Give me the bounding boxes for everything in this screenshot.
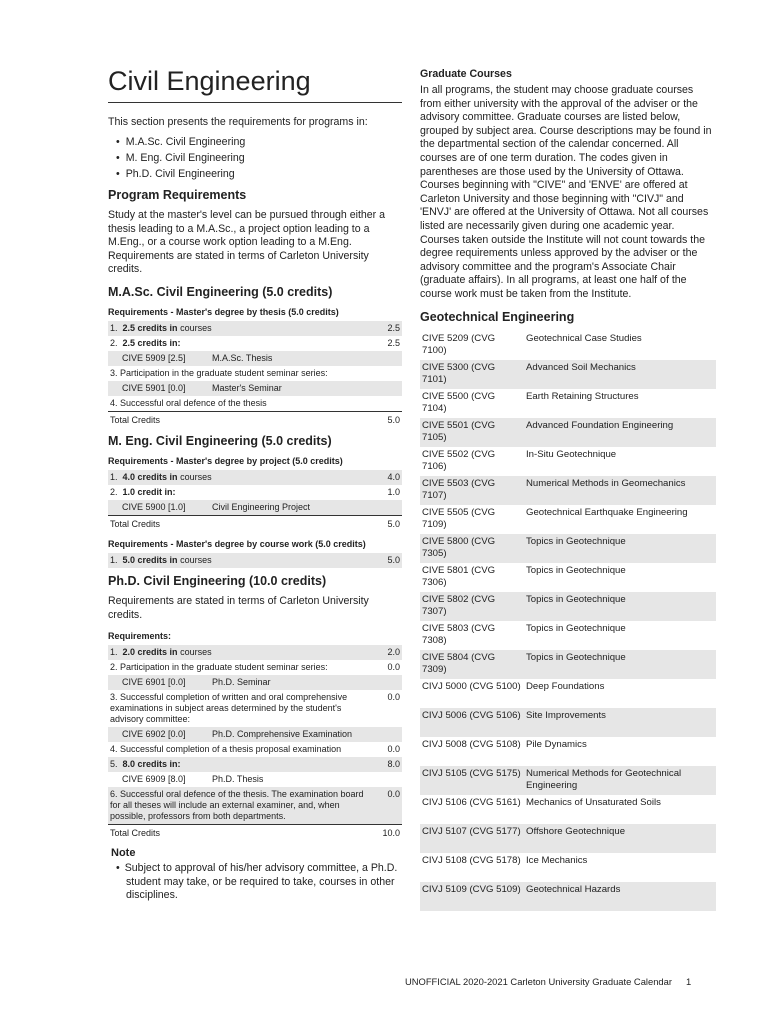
course-name: Deep Foundations (526, 680, 605, 692)
course-code: CIVE 6901 [0.0] (122, 677, 186, 688)
course-code: CIVE 5900 [1.0] (122, 501, 186, 512)
total-label: Total Credits (108, 411, 376, 428)
course-code: CIVE 6909 [8.0] (122, 774, 186, 785)
geotechnical-heading: Geotechnical Engineering (420, 309, 575, 324)
course-code: CIVE 5801 (CVG 7306) (422, 564, 496, 588)
course-name: Topics in Geotechnique (524, 650, 716, 679)
course-code: CIVJ 5000 (CVG 5100) (422, 680, 521, 692)
course-code: CIVE 6902 [0.0] (122, 729, 186, 740)
table-row (108, 727, 402, 742)
course-row (420, 331, 716, 360)
course-row (420, 360, 716, 389)
table-row (108, 675, 402, 690)
row-bold: 8.0 credits in: (122, 759, 181, 770)
course-code: CIVJ 5108 (CVG 5178) (422, 854, 521, 866)
course-code: CIVJ 5006 (CVG 5106) (420, 708, 524, 737)
row-credits: 1.0 (387, 486, 400, 497)
program-list (108, 134, 402, 182)
course-name: Geotechnical Case Studies (526, 332, 642, 344)
row-text: courses (177, 647, 212, 658)
total-row (108, 411, 402, 428)
course-name: Offshore Geotechnique (524, 824, 716, 853)
meng-coursework-heading: Requirements - Master's degree by course work (5.0 credits) (108, 538, 366, 549)
program-list-item: • Ph.D. Civil Engineering (116, 166, 402, 182)
table-row (108, 645, 402, 660)
course-code: CIVE 5503 (CVG 7107) (420, 476, 524, 505)
course-code: CIVE 5800 (CVG 7305) (420, 534, 524, 563)
course-name: Earth Retaining Structures (526, 390, 639, 402)
row-number: 2. (110, 486, 118, 497)
course-code: CIVE 5901 [0.0] (122, 382, 186, 393)
note-heading: Note (111, 847, 136, 860)
row-bold: 5.0 credits in (122, 554, 178, 565)
page-number: 1 (685, 976, 692, 987)
row-credits: 2.5 (387, 337, 400, 348)
row-credits: 0.0 (376, 787, 402, 825)
course-row (420, 824, 716, 853)
course-row (420, 447, 716, 476)
table-row (108, 500, 402, 516)
table-row (108, 690, 402, 727)
page-footer (405, 976, 691, 987)
row-number: 2. (110, 337, 118, 348)
table-row (108, 660, 402, 675)
course-code: CIVE 5505 (CVG 7109) (422, 506, 496, 530)
row-bold: 2.0 credits in (122, 647, 178, 658)
course-row (420, 853, 716, 882)
course-name: Site Improvements (524, 708, 716, 737)
course-row (420, 534, 716, 563)
course-row (420, 737, 716, 766)
row-text: 3. Participation in the graduate student seminar series: (110, 367, 328, 378)
table-row (108, 757, 402, 772)
row-text: 4. Successful completion of a thesis proposal examination (110, 744, 342, 755)
course-table-body (420, 331, 716, 911)
course-row (420, 563, 716, 592)
note-list (108, 862, 402, 903)
graduate-courses-heading: Graduate Courses (420, 68, 512, 80)
meng-coursework-table (108, 553, 402, 568)
graduate-courses-text: In all programs, the student may choose graduate courses from either university with the approval of the adviser or the advisory committee. Graduate courses are listed below, grouped by subject area. Course descriptions may be found in the departmental section of the calendar concerned. All courses are of one term duration. The codes given in parentheses are those used by the University of Ottawa. Courses beginning with "CIVE" and 'ENVE' are offered at Carleton University and those beginning with "CIVJ" and 'ENVJ' are offered at the University of Ottawa. Not all courses listed are necessarily given during one academic year. Courses taken outside the Institute will not count towards the degree requirements unless approved by the adviser or the advisory committee and the program's Associate Chair (graduate affairs). In all programs, at least one half of the course work must be taken from the Institute. (420, 84, 712, 300)
course-code: CIVE 5300 (CVG 7101) (420, 360, 524, 389)
program-list-item: • M. Eng. Civil Engineering (116, 150, 402, 166)
course-code: CIVE 5803 (CVG 7308) (422, 622, 496, 646)
course-name: M.A.Sc. Thesis (212, 352, 273, 363)
course-row (420, 766, 716, 795)
table-row (108, 742, 402, 757)
intro-text: This section presents the requirements for programs in: (108, 116, 368, 128)
row-credits: 5.0 (376, 553, 402, 568)
course-row (420, 708, 716, 737)
total-label: Total Credits (108, 825, 376, 842)
row-number: 1. (110, 647, 118, 658)
row-text: courses (177, 554, 212, 565)
course-name: Geotechnical Earthquake Engineering (526, 506, 688, 518)
page-title: Civil Engineering (108, 64, 402, 103)
course-name: Geotechnical Hazards (524, 882, 716, 911)
course-name: Topics in Geotechnique (524, 592, 716, 621)
row-number: 1. (110, 471, 118, 482)
geotechnical-course-table (420, 331, 716, 911)
phd-requirements-table (108, 645, 402, 841)
course-name: Advanced Soil Mechanics (524, 360, 716, 389)
meng-req-heading: Requirements - Master's degree by project (5.0 credits) (108, 455, 343, 466)
course-row (420, 621, 716, 650)
course-name: Numerical Methods for Geotechnical Engineering (524, 766, 716, 795)
table-row (108, 321, 402, 336)
course-name: In-Situ Geotechnique (526, 448, 617, 460)
course-name: Ph.D. Seminar (212, 677, 271, 688)
total-value: 5.0 (376, 411, 402, 428)
row-bold: 1.0 credit in: (122, 486, 176, 497)
course-name: Numerical Methods in Geomechanics (524, 476, 716, 505)
masc-heading: M.A.Sc. Civil Engineering (5.0 credits) (108, 284, 333, 299)
course-name: Topics in Geotechnique (526, 622, 626, 634)
table-row (108, 336, 402, 351)
row-bold: 2.5 credits in: (122, 337, 181, 348)
meng-requirements-table (108, 470, 402, 532)
course-name: Master's Seminar (212, 382, 282, 393)
row-bold: 2.5 credits in (122, 322, 178, 333)
footer-text: UNOFFICIAL 2020-2021 Carleton University Graduate Calendar (405, 976, 672, 987)
course-code: CIVJ 5106 (CVG 5161) (422, 796, 521, 808)
row-number: 1. (110, 554, 118, 565)
course-row (420, 389, 716, 418)
row-credits: 0.0 (387, 662, 400, 673)
course-code: CIVE 5501 (CVG 7105) (420, 418, 524, 447)
row-credits: 8.0 (376, 757, 402, 772)
meng-heading: M. Eng. Civil Engineering (5.0 credits) (108, 433, 332, 448)
row-number: 5. (110, 759, 118, 770)
row-credits: 0.0 (387, 744, 400, 755)
course-code: CIVE 5802 (CVG 7307) (420, 592, 524, 621)
course-row (420, 679, 716, 708)
program-requirements-heading: Program Requirements (108, 188, 247, 202)
row-text: courses (177, 322, 212, 333)
row-credits: 0.0 (387, 692, 400, 703)
table-row (108, 772, 402, 787)
row-text: 4. Successful oral defence of the thesis (110, 397, 267, 408)
course-name: Ph.D. Thesis (212, 774, 264, 785)
course-row (420, 418, 716, 447)
table-row (108, 381, 402, 396)
row-number: 1. (110, 322, 118, 333)
row-text: courses (177, 471, 212, 482)
course-row (420, 592, 716, 621)
table-row (108, 366, 402, 381)
course-code: CIVJ 5105 (CVG 5175) (420, 766, 524, 795)
course-row (420, 882, 716, 911)
course-name: Topics in Geotechnique (526, 564, 626, 576)
course-row (420, 476, 716, 505)
course-code: CIVJ 5109 (CVG 5109) (420, 882, 524, 911)
row-text: 3. Successful completion of written and oral comprehensive examinations in subject areas determined by the student's advisory committee: (110, 692, 348, 725)
course-code: CIVJ 5008 (CVG 5108) (422, 738, 521, 750)
course-code: CIVE 5909 [2.5] (122, 352, 186, 363)
phd-req-heading: Requirements: (108, 631, 172, 642)
row-bold: 4.0 credits in (122, 471, 178, 482)
course-code: CIVE 5804 (CVG 7309) (420, 650, 524, 679)
total-row (108, 515, 402, 532)
masc-req-heading: Requirements - Master's degree by thesis (5.0 credits) (108, 306, 339, 317)
table-row (108, 351, 402, 366)
program-list-item: • M.A.Sc. Civil Engineering (116, 134, 402, 150)
course-name: Topics in Geotechnique (524, 534, 716, 563)
course-row (420, 505, 716, 534)
course-name: Mechanics of Unsaturated Soils (526, 796, 661, 808)
table-row (108, 787, 402, 825)
row-text: 2. Participation in the graduate student seminar series: (110, 662, 328, 673)
phd-heading: Ph.D. Civil Engineering (10.0 credits) (108, 573, 327, 588)
course-name: Advanced Foundation Engineering (524, 418, 716, 447)
row-text: 6. Successful oral defence of the thesis. The examination board for all theses will include an external examiner, and, when possible, professors from both departments. (108, 787, 376, 825)
course-code: CIVE 5500 (CVG 7104) (422, 390, 496, 414)
table-row (108, 553, 402, 568)
note-item: • Subject to approval of his/her advisory committee, a Ph.D. student may take, or be required to take, courses in other disciplines. (116, 862, 402, 903)
course-row (420, 650, 716, 679)
course-name: Pile Dynamics (526, 738, 587, 750)
row-credits: 4.0 (376, 470, 402, 485)
total-label: Total Credits (108, 515, 376, 532)
table-row (108, 396, 402, 412)
course-name: Ice Mechanics (526, 854, 588, 866)
total-value: 10.0 (376, 825, 402, 842)
course-code: CIVE 5502 (CVG 7106) (422, 448, 496, 472)
left-column (108, 64, 402, 903)
phd-text: Requirements are stated in terms of Carleton University credits. (108, 594, 369, 621)
program-requirements-text: Study at the master's level can be pursued through either a thesis leading to a M.A.Sc., a project option leading to a M.Eng., or a course work option leading to a M.Eng. Requirements are stated in terms of Carleton University credits. (108, 209, 386, 276)
total-row (108, 825, 402, 842)
course-row (420, 795, 716, 824)
row-credits: 2.0 (376, 645, 402, 660)
course-code: CIVE 5209 (CVG 7100) (422, 332, 496, 356)
row-credits: 2.5 (376, 321, 402, 336)
table-row (108, 485, 402, 500)
masc-requirements-table (108, 321, 402, 428)
course-name: Ph.D. Comprehensive Examination (212, 729, 353, 740)
table-row (108, 470, 402, 485)
total-value: 5.0 (376, 515, 402, 532)
right-column (420, 68, 716, 911)
course-name: Civil Engineering Project (212, 501, 311, 512)
course-code: CIVJ 5107 (CVG 5177) (420, 824, 524, 853)
